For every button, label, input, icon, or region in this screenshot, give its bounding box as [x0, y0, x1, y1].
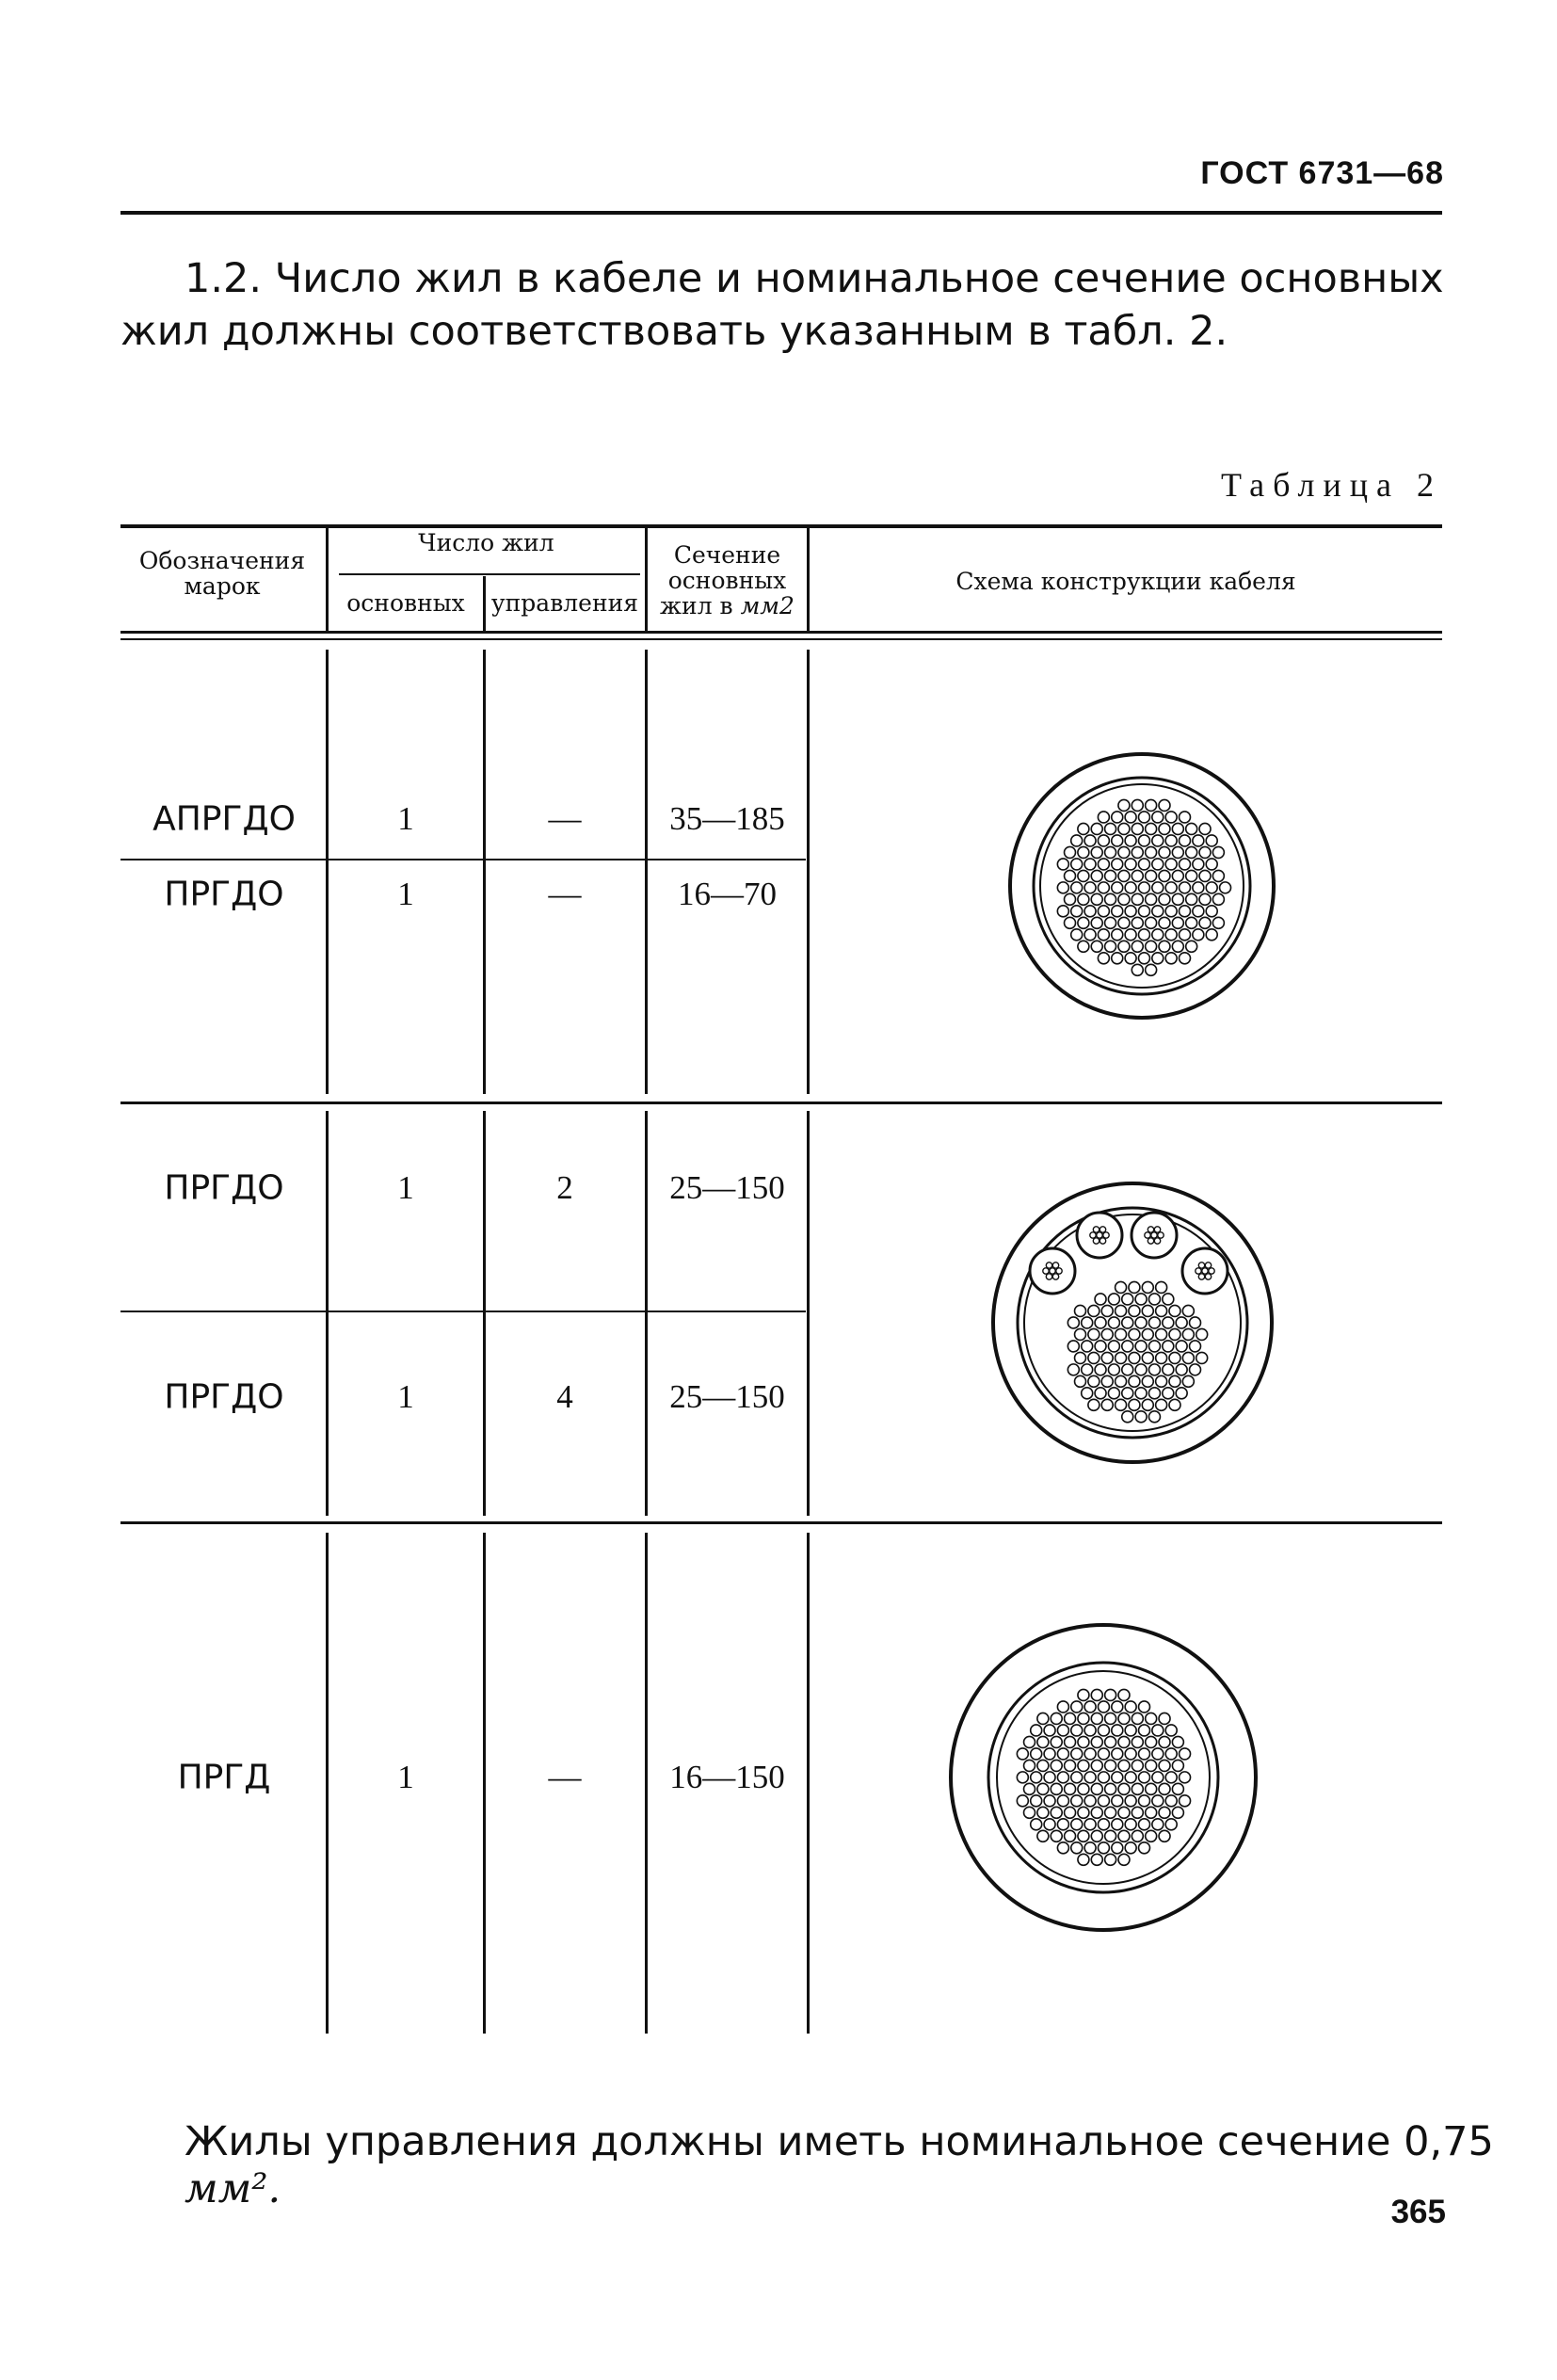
page-number: 365	[1390, 2194, 1446, 2230]
single-core-cable-diagram	[943, 1617, 1263, 1938]
control-cores-cell: —	[548, 876, 582, 912]
table-top-rule	[120, 524, 1442, 528]
section-cell: 16—150	[669, 1759, 785, 1795]
main-cores-cell: 1	[397, 1169, 414, 1206]
header-cores-control: управления	[490, 589, 639, 617]
strand-bundle	[1067, 1281, 1207, 1422]
control-cores-cell: —	[548, 800, 582, 837]
col-divider	[807, 1533, 810, 2034]
header-section	[650, 542, 805, 619]
header-marks: Обозначения марок	[138, 547, 306, 600]
control-core	[1182, 1248, 1228, 1294]
footer-note	[185, 2118, 1557, 2212]
strand-bundle	[1057, 799, 1230, 975]
col-divider	[645, 1111, 648, 1516]
section-cell: 25—150	[669, 1378, 785, 1415]
clause-text: 1.2. Число жил в кабеле и номинальное сечение основных жил должны соответствовать указанным в табл. 2.	[120, 255, 1444, 355]
row-separator	[120, 1311, 806, 1312]
col-divider	[807, 1111, 810, 1516]
footer-text: Жилы управления должны иметь номинальное сечение 0,75	[185, 2118, 1494, 2165]
table-caption: Таблица 2	[1221, 466, 1442, 504]
col-divider	[807, 650, 810, 1094]
col-divider	[326, 525, 329, 632]
control-core	[1132, 1213, 1177, 1258]
control-cores-cell: 2	[556, 1169, 573, 1206]
col-divider	[326, 650, 329, 1094]
section-cell: 16—70	[678, 876, 777, 912]
header-cores-count: Число жил	[418, 529, 554, 556]
mark-cell: ПРГДО	[164, 1168, 284, 1208]
mark-cell: ПРГДО	[164, 1377, 284, 1417]
main-cores-cell: 1	[397, 800, 414, 837]
row-separator	[120, 859, 806, 860]
section-cell: 35—185	[669, 800, 785, 837]
mark-cell: ПРГД	[177, 1758, 271, 1797]
control-core	[1030, 1248, 1075, 1294]
control-cores-cell: 4	[556, 1378, 573, 1415]
main-cores-cell: 1	[397, 1378, 414, 1415]
header-divider	[120, 631, 1442, 634]
control-cores-cell: —	[548, 1759, 582, 1795]
main-cores-cell: 1	[397, 876, 414, 912]
header-divider-double	[120, 638, 1442, 640]
header-rule	[120, 211, 1442, 215]
section-cell: 25—150	[669, 1169, 785, 1206]
strand-bundle	[1017, 1689, 1190, 1865]
mark-cell: ПРГДО	[164, 875, 284, 914]
document-code: ГОСТ 6731—68	[1200, 155, 1444, 191]
col-divider	[645, 1533, 648, 2034]
main-cores-cell: 1	[397, 1759, 414, 1795]
footer-unit: мм².	[185, 2165, 281, 2212]
mark-cell: АПРГДО	[152, 799, 296, 839]
col-divider	[645, 650, 648, 1094]
header-section-text: Сечение основных жил в	[660, 541, 787, 619]
col-divider	[645, 525, 648, 632]
core-with-control-cores-diagram	[987, 1177, 1278, 1469]
col-divider	[483, 650, 486, 1094]
header-scheme: Схема конструкции кабеля	[955, 568, 1296, 595]
header-cores-main: основных	[346, 589, 465, 617]
group-separator	[120, 1102, 1442, 1104]
cores-subheader-rule	[339, 573, 640, 575]
single-core-cable-diagram	[1001, 745, 1283, 1027]
header-section-unit: мм2	[740, 592, 795, 619]
group-separator	[120, 1521, 1442, 1524]
control-core	[1077, 1213, 1122, 1258]
